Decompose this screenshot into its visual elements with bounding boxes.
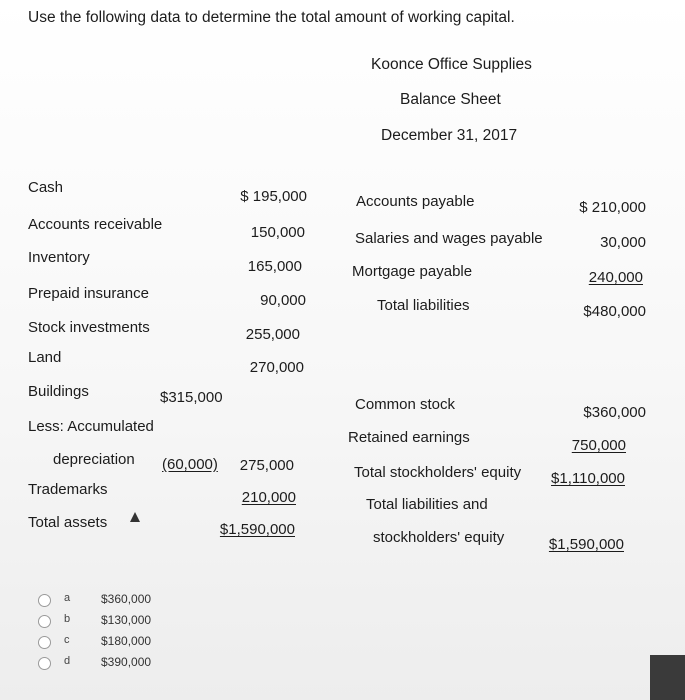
radio-button-icon[interactable] — [38, 615, 51, 628]
radio-button-icon[interactable] — [38, 636, 51, 649]
inventory-value: 165,000 — [247, 258, 302, 275]
scroll-tab[interactable] — [650, 655, 685, 700]
depreciation-label: depreciation — [53, 451, 135, 468]
less-accumulated-label: Less: Accumulated — [28, 418, 154, 435]
land-value: 270,000 — [249, 359, 304, 376]
total-liabilities-label: Total liabilities — [377, 297, 470, 314]
accounts-payable-label: Accounts payable — [356, 193, 475, 210]
mortgage-payable-value: 240,000 — [588, 269, 643, 286]
salaries-payable-label: Salaries and wages payable — [355, 230, 543, 247]
stock-investments-value: 255,000 — [245, 326, 300, 343]
total-liabilities-value: $480,000 — [583, 303, 646, 320]
land-label: Land — [28, 349, 62, 366]
option-letter: c — [64, 634, 70, 646]
total-assets-value: $1,590,000 — [219, 521, 295, 538]
prepaid-value: 90,000 — [260, 292, 306, 309]
retained-earnings-label: Retained earnings — [348, 429, 470, 446]
inventory-label: Inventory — [28, 249, 90, 266]
option-letter: d — [64, 655, 71, 667]
total-assets-label: Total assets — [28, 514, 108, 531]
ar-label: Accounts receivable — [28, 216, 163, 233]
retained-earnings-value: 750,000 — [571, 437, 626, 454]
option-value: $130,000 — [101, 613, 152, 627]
total-equity-value: $1,110,000 — [551, 470, 625, 487]
radio-button-icon[interactable] — [38, 594, 51, 607]
radio-button-icon[interactable] — [38, 657, 51, 670]
trademarks-label: Trademarks — [28, 481, 108, 498]
cash-label: Cash — [28, 179, 64, 196]
company-name: Koonce Office Supplies — [371, 56, 532, 73]
total-liabilities-equity-value: $1,590,000 — [548, 536, 624, 553]
trademarks-value: 210,000 — [241, 489, 296, 506]
buildings-label: Buildings — [28, 383, 89, 400]
stock-investments-label: Stock investments — [28, 319, 150, 336]
ar-value: 150,000 — [250, 224, 305, 241]
statement-date: December 31, 2017 — [381, 127, 518, 144]
prepaid-label: Prepaid insurance — [28, 285, 149, 302]
buildings-gross-value: $315,000 — [160, 389, 223, 406]
total-equity-label: Total stockholders' equity — [354, 464, 522, 481]
total-liabilities-equity-label-line2: stockholders' equity — [373, 529, 505, 546]
mouse-cursor-icon — [130, 512, 140, 522]
statement-title: Balance Sheet — [400, 91, 501, 108]
buildings-net-value: 275,000 — [239, 457, 294, 474]
option-value: $180,000 — [101, 634, 152, 648]
accounts-payable-value: $ 210,000 — [579, 199, 646, 216]
cash-value: $ 195,000 — [240, 188, 307, 205]
common-stock-label: Common stock — [355, 396, 456, 413]
total-liabilities-equity-label-line1: Total liabilities and — [366, 496, 488, 513]
common-stock-value: $360,000 — [583, 404, 646, 421]
question-text: Use the following data to determine the total amount of working capital. — [28, 9, 515, 26]
option-value: $360,000 — [101, 592, 152, 606]
mortgage-payable-label: Mortgage payable — [352, 263, 473, 280]
option-letter: a — [64, 592, 71, 604]
option-letter: b — [64, 613, 71, 625]
salaries-payable-value: 30,000 — [600, 234, 646, 251]
option-value: $390,000 — [101, 655, 152, 669]
depreciation-value: (60,000) — [162, 456, 218, 473]
